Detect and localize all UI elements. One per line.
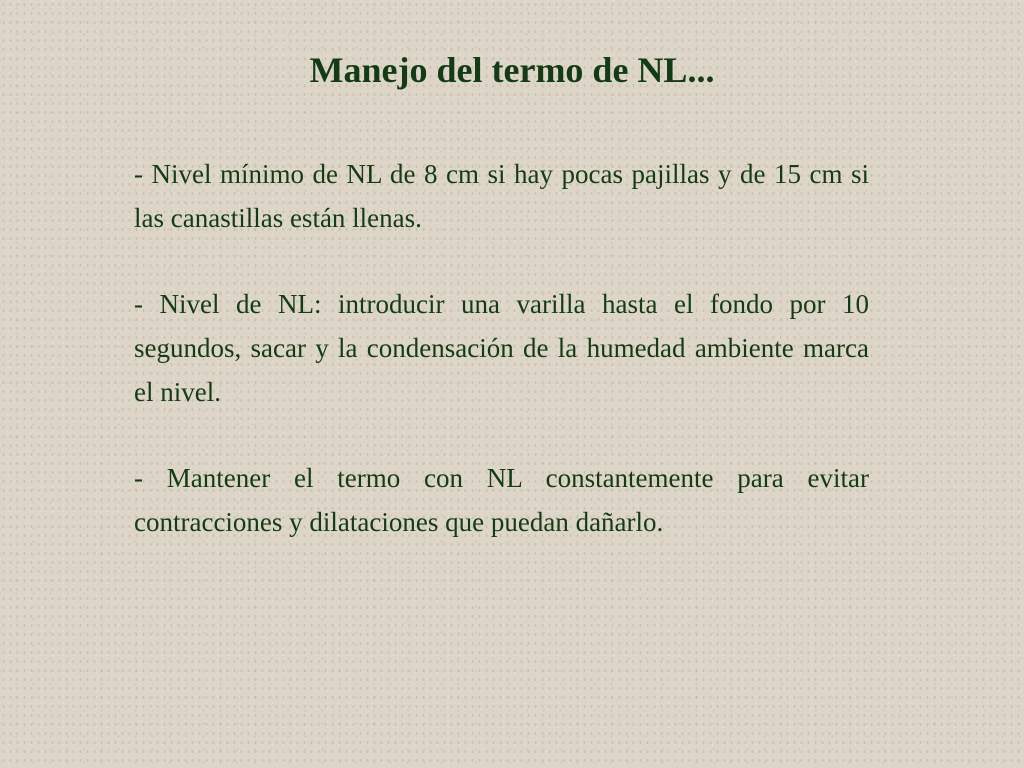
slide-title: Manejo del termo de NL... [309, 50, 715, 90]
paragraph-nivel-de-nl: - Nivel de NL: introducir una varilla hasta el fondo por 10 segundos, sacar y la condensación de la humedad ambiente marca el nivel. [134, 289, 869, 407]
paragraph-nivel-minimo: - Nivel mínimo de NL de 8 cm si hay pocas pajillas y de 15 cm si las canastillas están llenas. [134, 159, 869, 233]
paragraph-mantener-termo: - Mantener el termo con NL constantemente para evitar contracciones y dilataciones que puedan dañarlo. [134, 463, 869, 537]
slide-body [134, 152, 869, 586]
